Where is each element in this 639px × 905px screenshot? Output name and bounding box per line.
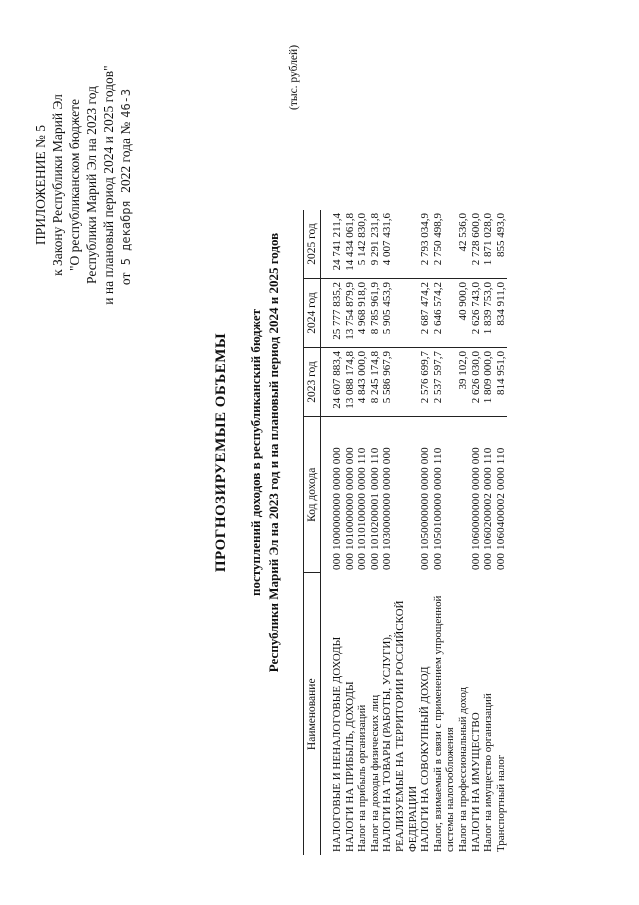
table-row <box>381 210 419 855</box>
row-code: 000 1000000000 0000 000 <box>331 447 343 570</box>
table-row <box>495 210 508 855</box>
row-2024: 40 900,0 <box>457 279 470 348</box>
row-2023: 2 537 597,7 <box>432 348 457 417</box>
row-code: 000 1010100000 0000 110 <box>356 447 369 570</box>
handwritten-number: 46-З <box>119 88 133 118</box>
header-2023: 2023 год <box>304 348 321 417</box>
row-2024: 8 785 961,9 <box>369 279 382 348</box>
table-row <box>356 210 369 855</box>
row-2024: 1 839 753,0 <box>482 279 495 348</box>
row-2025: 9 291 231,8 <box>369 210 382 279</box>
row-2024: 834 911,0 <box>495 279 508 348</box>
row-name: НАЛОГИ НА ТОВАРЫ (РАБОТЫ, УСЛУГИ), РЕАЛИЗУЕМЫЕ НА ТЕРРИТОРИИ РОССИЙСКОЙ ФЕДЕРАЦИИ <box>381 600 419 852</box>
table-row <box>482 210 495 855</box>
row-name: НАЛОГИ НА ПРИБЫЛЬ, ДОХОДЫ <box>343 681 356 852</box>
number-prefix: № <box>118 121 133 135</box>
date-prefix: от <box>118 272 133 286</box>
appendix-law-name-3: и на плановый период 2024 и 2025 годов" <box>101 65 116 305</box>
table-row <box>470 210 483 855</box>
row-code: 000 1050100000 0000 110 <box>431 447 444 570</box>
row-2025: 2 750 498,9 <box>432 210 457 279</box>
row-2023: 2 626 030,0 <box>470 348 483 417</box>
row-code: 000 1030000000 0000 000 <box>381 447 394 570</box>
row-2023: 8 245 174,8 <box>369 348 382 417</box>
row-2024: 5 905 453,9 <box>381 279 419 348</box>
row-2025: 2 793 034,9 <box>419 210 432 279</box>
table-header-row <box>304 210 321 855</box>
table-row <box>432 210 457 855</box>
row-code: 000 1060400002 0000 110 <box>494 447 507 570</box>
row-2025: 24 741 211,4 <box>331 210 344 279</box>
row-2023: 4 843 000,0 <box>356 348 369 417</box>
row-code: 000 1060000000 0000 000 <box>469 447 482 570</box>
row-name: Налог на профессиональный доход <box>456 687 469 852</box>
appendix-law-name-1: "О республиканском бюджете <box>67 99 82 272</box>
document-subtitle-2: Республики Марий Эл на 2023 год и на плановый период 2024 и 2025 годов <box>266 232 281 673</box>
row-name: Налог на имущество организаций <box>482 693 495 852</box>
row-2023: 814 951,0 <box>495 348 508 417</box>
row-code <box>457 417 470 574</box>
row-2024: 13 754 879,9 <box>344 279 357 348</box>
row-2023: 2 576 699,7 <box>419 348 432 417</box>
row-2025: 42 536,0 <box>457 210 470 279</box>
row-2023: 24 607 883,4 <box>331 348 344 417</box>
row-2025: 4 007 431,6 <box>381 210 419 279</box>
document-subtitle-1: поступлений доходов в республиканский бюджет <box>248 308 263 597</box>
row-2024: 25 777 835,2 <box>331 279 344 348</box>
row-code: 000 1060200002 0000 110 <box>482 447 495 570</box>
row-2025: 855 493,0 <box>495 210 508 279</box>
header-2024: 2024 год <box>304 279 321 348</box>
row-name: Налог на прибыль организаций <box>356 704 369 852</box>
handwritten-date: 5 декабря <box>119 200 133 266</box>
row-name: НАЛОГОВЫЕ И НЕНАЛОГОВЫЕ ДОХОДЫ <box>331 636 343 852</box>
row-name: НАЛОГИ НА СОВОКУПНЫЙ ДОХОД <box>419 666 432 852</box>
row-2023: 13 088 174,8 <box>344 348 357 417</box>
row-code: 000 1010200001 0000 110 <box>368 447 381 570</box>
row-2025: 14 434 061,8 <box>344 210 357 279</box>
row-2025: 1 871 028,0 <box>482 210 495 279</box>
row-2025: 5 142 830,0 <box>356 210 369 279</box>
row-2023: 1 809 000,0 <box>482 348 495 417</box>
row-name: Налог, взимаемый в связи с применением упрощенной системы налогообложения <box>431 595 457 852</box>
appendix-block <box>32 20 135 350</box>
row-2024: 2 626 743,0 <box>470 279 483 348</box>
row-2023: 39 102,0 <box>457 348 470 417</box>
table-row <box>369 210 382 855</box>
units-label: (тыс. рублей) <box>288 44 300 110</box>
table-row <box>457 210 470 855</box>
appendix-number: ПРИЛОЖЕНИЕ № 5 <box>33 124 48 246</box>
appendix-law-name-2: Республики Марий Эл на 2023 год <box>84 86 99 284</box>
row-2023: 5 586 967,9 <box>381 348 419 417</box>
row-name: Транспортный налог <box>494 754 507 852</box>
row-name: НАЛОГИ НА ИМУЩЕСТВО <box>469 712 482 852</box>
row-2024: 2 646 574,2 <box>432 279 457 348</box>
row-2024: 4 968 918,0 <box>356 279 369 348</box>
row-name: Налог на доходы физических лиц <box>368 694 381 852</box>
row-2025: 2 728 600,0 <box>470 210 483 279</box>
row-code: 000 1010000000 0000 000 <box>343 447 356 570</box>
header-code: Код дохода <box>304 417 321 574</box>
table-row <box>419 210 432 855</box>
table-row <box>344 210 357 855</box>
appendix-date-line <box>117 20 135 350</box>
row-code: 000 1050000000 0000 000 <box>419 447 432 570</box>
header-2025: 2025 год <box>304 210 321 279</box>
document-title: ПРОГНОЗИРУЕМЫЕ ОБЪЕМЫ <box>213 332 229 573</box>
appendix-law-ref: к Закону Республики Марий Эл <box>50 94 65 276</box>
row-2024: 2 687 474,2 <box>419 279 432 348</box>
table-row <box>331 210 344 855</box>
date-year: 2022 года <box>118 138 133 193</box>
header-name: Наименование <box>304 573 321 855</box>
revenue-table <box>303 210 507 855</box>
